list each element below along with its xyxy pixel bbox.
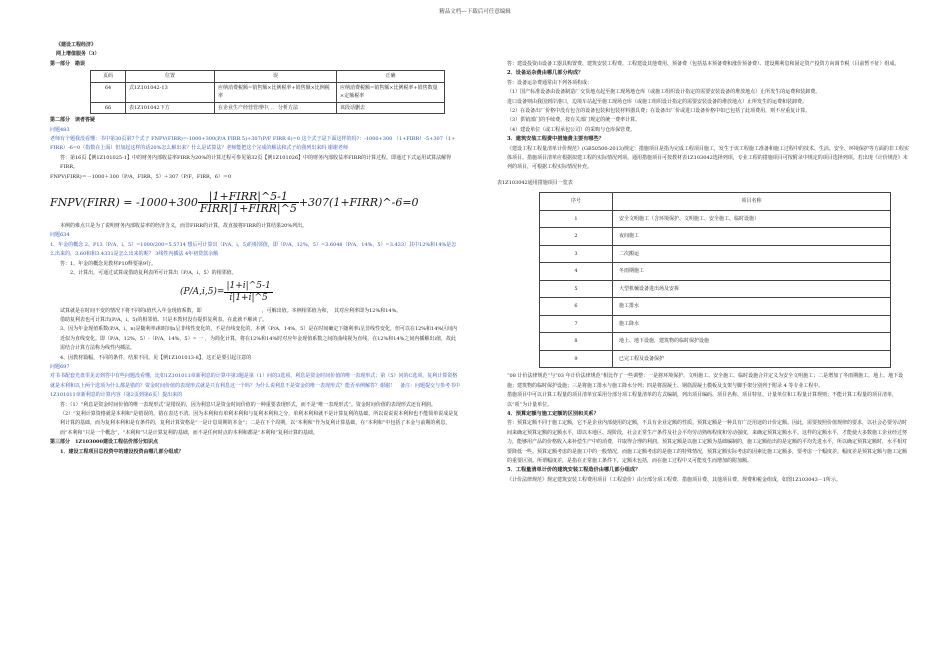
left-column xyxy=(50,40,460,457)
measures-header-row xyxy=(540,193,891,211)
table-cell: 4 xyxy=(540,263,613,281)
table-cell: 6 xyxy=(540,298,613,316)
question-3-heading: 3．建筑安装工程费中措施费主要有哪些？ xyxy=(507,136,604,143)
measures-table xyxy=(539,192,891,368)
question-483-label: 问题483 xyxy=(50,126,70,133)
table-cell: 1 xyxy=(540,210,613,228)
table-cell: 大型机械设备进出场及安拆 xyxy=(613,280,891,298)
table-row xyxy=(540,228,891,246)
answer-3-p1: 《建设工程工程量清单计价规范》(GB50500-2013)规定：措施项目是指为完成工程项目施工，发生于该工程施工准备和施工过程中的技术、生活、安全、环境保护等方面的非工程实体项目。措施项目清单应根据拟建工程的实际情况列项。通用措施项目可按教材表1Z103042选择列项，专业工程的措施项目可按附录中规定的项目选择列项。若出现《计价规范》未列的项目，可根据工程实际情况补充。 xyxy=(507,145,909,171)
errata-cell: 66 xyxy=(91,102,126,114)
page-header: 精品文档---下载后可任意编辑 xyxy=(439,9,511,15)
answer-4-text: 答：预算定额不同于施工定额，它不是企业内部使用的定额，不具有企业定额的性质。预算定额是一种具有广泛用途的计价定额。因此，需要按照价值规律的要求，以社会必要劳动时间来确定预算定额的定额水平，即以本地区、现阶段，社会正常生产条件及社会平均劳动熟练程度和劳动强度，来确定预算定额水平。这样的定额水平，才能使大多数施工企业经过努力，能够用产品的价格收入来补偿生产中的消费，并取得合理的利润。预算定额是以施工定额为基础编制的，施工定额给出的是定额的平均先进水平，所以确定预算定额时，水平相对要降低一些。预算定额考虑的是施工中的一般情况，而施工定额考虑的是施工的特殊情况，预算定额实际考虑的因素比施工定额多，要考虑一个幅度差。幅度差是预算定额与施工定额的重要区别。所谓幅度差，是指在正常施工条件下，定额未包括，而在施工过程中又可能发生而增加的附加额。 xyxy=(507,420,908,464)
part3-question-1: 1．建设工程项目总投资中的建设投资由哪几部分组成？ xyxy=(60,448,184,455)
answer-3-p3: 措施项目中可以计算工程量的项目清单宜采用分部分项工程量清单的方式编制，列出项目编码、项目名称、项目特征、计量单位和工程量计算规则；不能计算工程量的项目清单，以“项”为计量单位。 xyxy=(507,392,898,408)
table-row xyxy=(540,263,891,281)
answer-483-p1: 答：第16页【例1Z101025-1】中的财务内部收益率FIRR为20%的计算过程可参见第32页【例1Z101026】中的财务内部收益率FIRR的计算过程。即通过下式运用试算法解得FIRR。 xyxy=(60,154,452,171)
errata-header-page: 页码 xyxy=(91,71,126,83)
question-634-label: 问题634 xyxy=(50,232,70,239)
errata-header-row xyxy=(91,71,445,83)
annuity-formula xyxy=(180,279,460,307)
part1-heading: 第一部分 勘误 xyxy=(50,60,86,67)
answer-634-p1: 答：1、年金的概念见教材P10释要第9行。 xyxy=(60,260,157,267)
table-cell: 施工降水 xyxy=(613,315,891,333)
table-cell: 5 xyxy=(540,280,613,298)
table-row xyxy=(540,333,891,351)
question-634-text: 1、年金的概念 2、P13（P/A，i，5）=1000/200=5.5714 想后可计算出（P/A，i，5)的相邻值，即（P/A，12%，5）=3.6048（P/A，14%，5）=3.433）其中12%和14%是怎么出来的，3.60和和3.4331是怎么出来的呢？ 3线性内插法 4年初贷款余额 xyxy=(50,241,457,258)
answer-483-p2: 本例的难点只是为了说明财务内部收益率的经济含义，而非FIRR的计算，故直接将FIRR的计算结果20%列出。 xyxy=(60,223,308,230)
annuity-denominator: i|1+i|^5 xyxy=(229,293,268,303)
formula-mid: = -1000+300 xyxy=(123,195,198,209)
answer-634-p2: 2、计算出，可通过试算或借助复利表所可计算出（P/A，i，5）的相邻值。 xyxy=(70,270,237,277)
table-row xyxy=(540,298,891,316)
table-cell: 二次搬运 xyxy=(613,245,891,263)
part3-heading: 第三部分 1Z103000建设工程估价部分知识点 xyxy=(50,439,159,446)
document-subtitle: 网上增值服务（3） xyxy=(56,51,100,58)
table-row xyxy=(540,245,891,263)
table-cell: 施工排水 xyxy=(613,298,891,316)
errata-row xyxy=(91,82,445,102)
measures-header-no: 序号 xyxy=(540,193,613,211)
table-cell: 冬雨期施工 xyxy=(613,263,891,281)
answer-634-p6: 4、因教材篇幅，不同的条件，结果不同。见【例1Z101013-8】，这正是要引起注意的 xyxy=(60,354,252,361)
table-cell: 夜间施工 xyxy=(613,228,891,246)
right-column xyxy=(497,60,910,485)
annuity-numerator: |1+i|^5-1 xyxy=(226,281,271,291)
answer-2-item-3: （3）供销部门的手续费，按有关部门规定的统一费率计算。 xyxy=(507,117,641,124)
measures-header-name: 项目名称 xyxy=(613,193,891,211)
table-cell: 8 xyxy=(540,333,613,351)
errata-cell: 64 xyxy=(91,82,126,102)
formula-lhs: FNPV xyxy=(50,195,83,209)
formula-arg: FIRR xyxy=(86,195,116,209)
answer-5-text: 《计价法律规范》规定建筑安装工程费用项目（工程造价）由分部分项工程费、措施项目费、其他项目费、规费和税金组成，如图1Z103043－1所示。 xyxy=(507,476,841,483)
question-5-heading: 5．工程量清单计价的建筑安装工程造价由哪几部分组成？ xyxy=(507,467,641,474)
formula-numerator: |1+FIRR|^5-1 xyxy=(198,191,299,203)
errata-cell: 应纳消费税额=销售额×比例税率+销售额×比例税率 xyxy=(215,82,337,102)
answer-2-intro: 答：设备运杂费通常由下列各项构成： xyxy=(507,79,593,86)
formula-denominator: FIRR|1+FIRR|^5 xyxy=(199,201,297,215)
answer-697-p1: 答：（1）“利息是资金时间价值的唯一表现形式”是错误的，因为利息只是资金时间价值的一种重要表现形式，而不是“唯一表现形式”。资金时间价值的表现形式还有利润。 xyxy=(60,401,436,408)
errata-row xyxy=(91,102,445,114)
answer-2-item-1: （1）国产标准设备由设备制造厂交货地点起至施工现场地仓库（或施工组织设计指定的需要安装设备的堆放地点）止所发生的运费和装卸费。 xyxy=(507,89,821,96)
table-cell: 2 xyxy=(540,228,613,246)
question-2-heading: 2．设备运杂费由哪几部分构成？ xyxy=(507,70,584,77)
table-cell: 7 xyxy=(540,315,613,333)
table-row xyxy=(540,315,891,333)
question-4-heading: 4．预算定额与施工定额的区别和关系？ xyxy=(507,410,599,417)
question-483-text: 老师有个题我没看懂：书中第30页第7个式子 FNPV(FIRR)=-1000+300(P/A FIRR 5)+307(P/F FIRR 6)=0 这个式子是下面这样的吗?：-1000+300 （1+FIRR）-5+307（1+ FIRR）-6=0（指数在上面）但加起这样的话20%怎么解出来？什么是试算法？老师能把这个完成的解法和式子给我列出来吗 谢谢老师 xyxy=(50,136,456,152)
question-697-label: 问题697 xyxy=(50,363,70,370)
npv-formula: FNPV ( FIRR ) = -1000+300 $\frac{\text{|1+FIRR|\textasciicircum{}5-1}}{\text{FIRR|1+FIRR|\textasciicircum{}5}}$ +307(1+FIRR)^-6=0 xyxy=(50,189,419,215)
errata-cell: 表1Z101042下方 xyxy=(126,102,215,114)
table-cell: 地上、地下设施，建筑物的临时保护设施 xyxy=(613,333,891,351)
answer-634-p4: 借助复利表也可计算出(P/A，i，5)的相邻值。只是本教材没有提供复利表。在此就不解读了。 xyxy=(60,316,268,323)
answer-634-p3: 试算就是在时间不变的情况下将不同的i值代入年金现值系数，即 ，可解出值。本例相邻值为和， 其对应利率即为12%和14%。 xyxy=(60,307,402,314)
table-row xyxy=(540,280,891,298)
document-title: 《建设工程经济》 xyxy=(56,42,97,48)
errata-header-position: 位置 xyxy=(126,71,215,83)
table-cell: 安全文明施工（含环境保护、文明施工、安全施工、临时设施） xyxy=(613,210,891,228)
errata-cell: 在企业生产经营管理中，．．分析方法 xyxy=(215,102,337,114)
annuity-fraction xyxy=(224,281,272,304)
table-cell: 已完工程及设备保护 xyxy=(613,350,891,368)
formula-tail: +307(1+FIRR)^-6=0 xyxy=(298,195,419,209)
errata-cell: 该段话删去 xyxy=(337,102,445,114)
formula-fraction xyxy=(198,191,299,214)
answer-3-p2: “08 计价法律规范”与“03 年计价法律规范”相比作了一些调整：一是将环境保护、文明施工、安全施工、临时设施合并定义为安全文明施工；二是增加了冬雨期施工，地上、地下设施；建筑物的临时保护设施；三是将施工排水与施工降水分列；四是将混凝土、钢筋混凝土模板及支架与脚手架分别列于附录 4 等专业工程中。 xyxy=(507,373,904,389)
annuity-lhs: (P/A,i,5)= xyxy=(180,287,225,297)
table-row xyxy=(540,210,891,228)
errata-cell: 应纳消费税额=销售额×比例税率+销售数量×定额税率 xyxy=(337,82,445,102)
answer-697-p2: （2）“复利计算资格就是本利和”是错误的。错在表达不清。因为本利和有单利本利和与复利本利和之分，单利本利和就不是计算复利的基础，所以说说说本利和也不能简单说成是复利计算的基础，而为复利本利和是有条件的，复利计算资格是“一是计息周期的本金”；二是在下个周期，以“本利和”作为复利计算基础，在“本利和”中包括了本金与前期的利息，而“本利和”只是一个概念”，“本利和”只是计算复利的基础，而不是任何时点的本利和都是“本利和”复利计算的基础。 xyxy=(60,410,459,436)
errata-table xyxy=(90,70,445,114)
errata-header-correct: 正确 xyxy=(337,71,445,83)
table-cell: 9 xyxy=(540,350,613,368)
table-cell: 3 xyxy=(540,245,613,263)
answer-483-equation-text: FNPV(FIRR)＝－1000＋300（P/A，FIRR，5）＋307（P/F，FIRR，6）＝0 xyxy=(50,173,232,180)
answer-2-item-4: （4）建设单位（或工程承包公司）的采购与仓库保管费。 xyxy=(507,126,636,133)
answer-2-item-1b: 进口设备则由我国到岸港口，边境车站起至施工现场仓库（或施工组织设计指定的需要安装设备的堆放地点）止所发生的运费和装卸费。 xyxy=(507,98,808,105)
table-caption: 表1Z103042通用措施项目一览表 xyxy=(497,179,573,186)
answer-2-item-2: （2）在设备出厂价格中没有包含的设备包装和包装材料器具费；在设备出厂价或进口设备价格中如已包括了此项费用，则不应重复计算。 xyxy=(507,108,811,115)
answer-634-p5: 3、因为年金现值系数(P/A，i，n)是随利率i和时间n呈非线性变化的，不是直线变化的，本例（P/A，14%，5）是在时间确定下随利率i呈非线性变化，但可以在12%和14%区间内近似为直线变化。即（P/A，12%，5）-（P/A，14%，5）= 一 ，为简化计算，将在12%和14%时对应年金现值系数之间的曲线视为直线，在12%和14%之间内插解出i值，故此需结合计算方法称为线性内插法。 xyxy=(60,326,458,352)
part2-heading: 第二部分 读者答疑 xyxy=(50,117,96,124)
question-697-text: 对书书配套光盘里见访到答中有些问题没看懂，比如1Z101011章新利息的计算中第3题是第（1）问的3选项，利息是资金时间价值的唯一表现形式；第（5）问的C选项，复利计算资格就是本利和以上两个选项为什么都是错的？资金时间价值的表现形式就是只有利息这一个吗？为什么说利息不是资金的唯一表现形式？能否举例解答？谢谢！ 备注：问题提交与参考书中1Z101011章新利息的计算内容（第2页到第6页）提出来的 xyxy=(50,373,461,399)
answer-1-text: 答：建设投资由设备工器具购置费、建筑安装工程费、工程建设其他费用、预备费（包括基本预备费和涨价预备费）、建设期利息和固定资产投资方向调节税（目前暂不征）组成。 xyxy=(507,61,900,67)
errata-cell: 式1Z101042-13 xyxy=(126,82,215,102)
errata-header-wrong: 误 xyxy=(215,71,337,83)
table-row xyxy=(540,350,891,368)
